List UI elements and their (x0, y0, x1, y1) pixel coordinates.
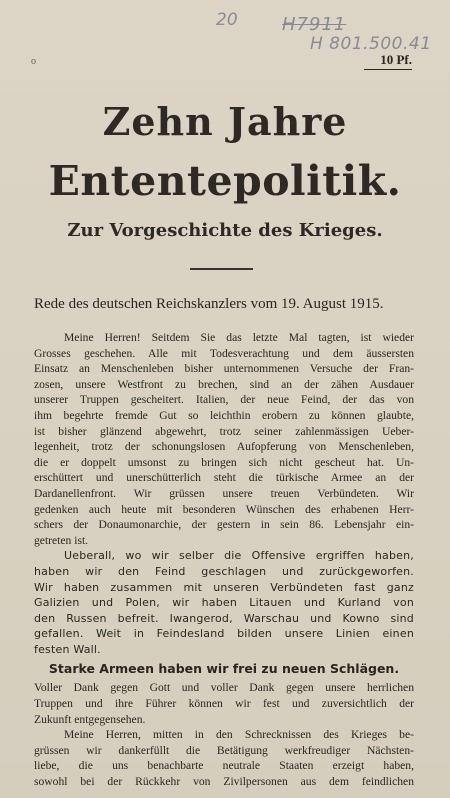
text-line: getreten ist. (34, 533, 89, 547)
text-line: gedenken auch heute mit besonderen Wünschen des erhabenen Herr- (34, 502, 414, 516)
text-line: Meine Herren, mitten in den Schrecknissen des Krieges be- (64, 728, 414, 742)
punch-mark: o (31, 56, 36, 67)
text-line: Grosses geschehen. Alle mit Todesverachtung und dem äussersten (34, 346, 414, 360)
text-line: Dardanellenfront. Wir grüssen unsere treuen Verbündeten. Wir (34, 486, 414, 500)
paragraph-4 (34, 727, 414, 789)
text-line: den Russen befreit. Iwangerod, Warschau und Kowno sind (34, 611, 414, 625)
text-line: Zukunft entgegensehen. (34, 712, 146, 726)
handwritten-number: 20 (216, 10, 238, 30)
text-line: Truppen und ihre Führer können wir fest und zuversichtlich der (34, 697, 414, 711)
text-line: Voller Dank gegen Gott und voller Dank gegen unsere herrlichen (34, 681, 414, 695)
paragraph-1 (34, 330, 414, 548)
text-line: schers der Donaumonarchie, der gestern in sein 86. Lebensjahr ein- (34, 518, 414, 532)
section-heading: Starke Armeen haben wir frei zu neuen Schlägen. (48, 661, 400, 677)
text-line: Meine Herren! Seitdem Sie das letzte Mal tagten, ist wieder (64, 331, 414, 344)
text-line: ihm begehrte fremde Gut so leichthin erobern zu können glaubte, (34, 408, 414, 422)
text-line: festen Wall. (34, 642, 101, 656)
speech-title: Rede des deutschen Reichskanzlers vom 19. August 1915. (34, 296, 384, 312)
text-line: haben wir den Feind geschlagen und zurückgeworfen. (34, 564, 414, 578)
catalog-code: H 801.500.41 (310, 34, 432, 54)
struck-catalog-code: H7911 (282, 14, 347, 35)
text-line: Einsatz an Menschenleben bisher unternommenen Versuche der Fran- (34, 362, 414, 376)
text-line: Galizien und Polen, wir haben Litauen und Kurland von (34, 596, 414, 610)
price-label: 10 Pf. (364, 52, 412, 70)
text-line: zosen, unsere Westfront zu brechen, sind an der zähen Ausdauer (34, 377, 414, 391)
divider (190, 268, 253, 270)
body-text (34, 330, 414, 790)
text-line: grüssen wir dankerfüllt die Betätigung werkfreudiger Nächsten- (34, 743, 414, 757)
text-line: liebe, die uns benachbarte neutrale Staaten erzeigt haben, (34, 759, 414, 773)
text-line: ist bisher glänzend abgewehrt, trotz seiner zahlenmässigen Ueber- (34, 424, 414, 438)
title-line-2: Ententepolitik. (48, 157, 402, 205)
text-line: Wir haben zusammen mit unseren Verbündeten fast ganz (34, 580, 414, 594)
text-line: legenheit, trotz der schonungslosen Aufopferung von Menschenleben, (34, 440, 414, 454)
text-line: die er doppelt umsonst zu bringen sich nicht gescheut hat. Un- (34, 455, 414, 469)
title-line-1: Zehn Jahre (102, 99, 348, 144)
text-line: unserer Truppen gescheitert. Italien, der neue Feind, der das von (34, 393, 414, 407)
text-line: erschüttert und unerschütterlich steht die türkische Armee an der (34, 471, 414, 485)
text-line: sowohl bei der Rückkehr von Zivilpersonen aus dem feindlichen (34, 775, 414, 789)
text-line: gefallen. Weit in Feindesland bilden unsere Linien einen (34, 627, 414, 641)
text-line: Ueberall, wo wir selber die Offensive ergriffen haben, (64, 549, 414, 563)
paragraph-3 (34, 680, 414, 727)
paragraph-2 (34, 548, 414, 657)
subtitle: Zur Vorgeschichte des Krieges. (67, 220, 383, 241)
